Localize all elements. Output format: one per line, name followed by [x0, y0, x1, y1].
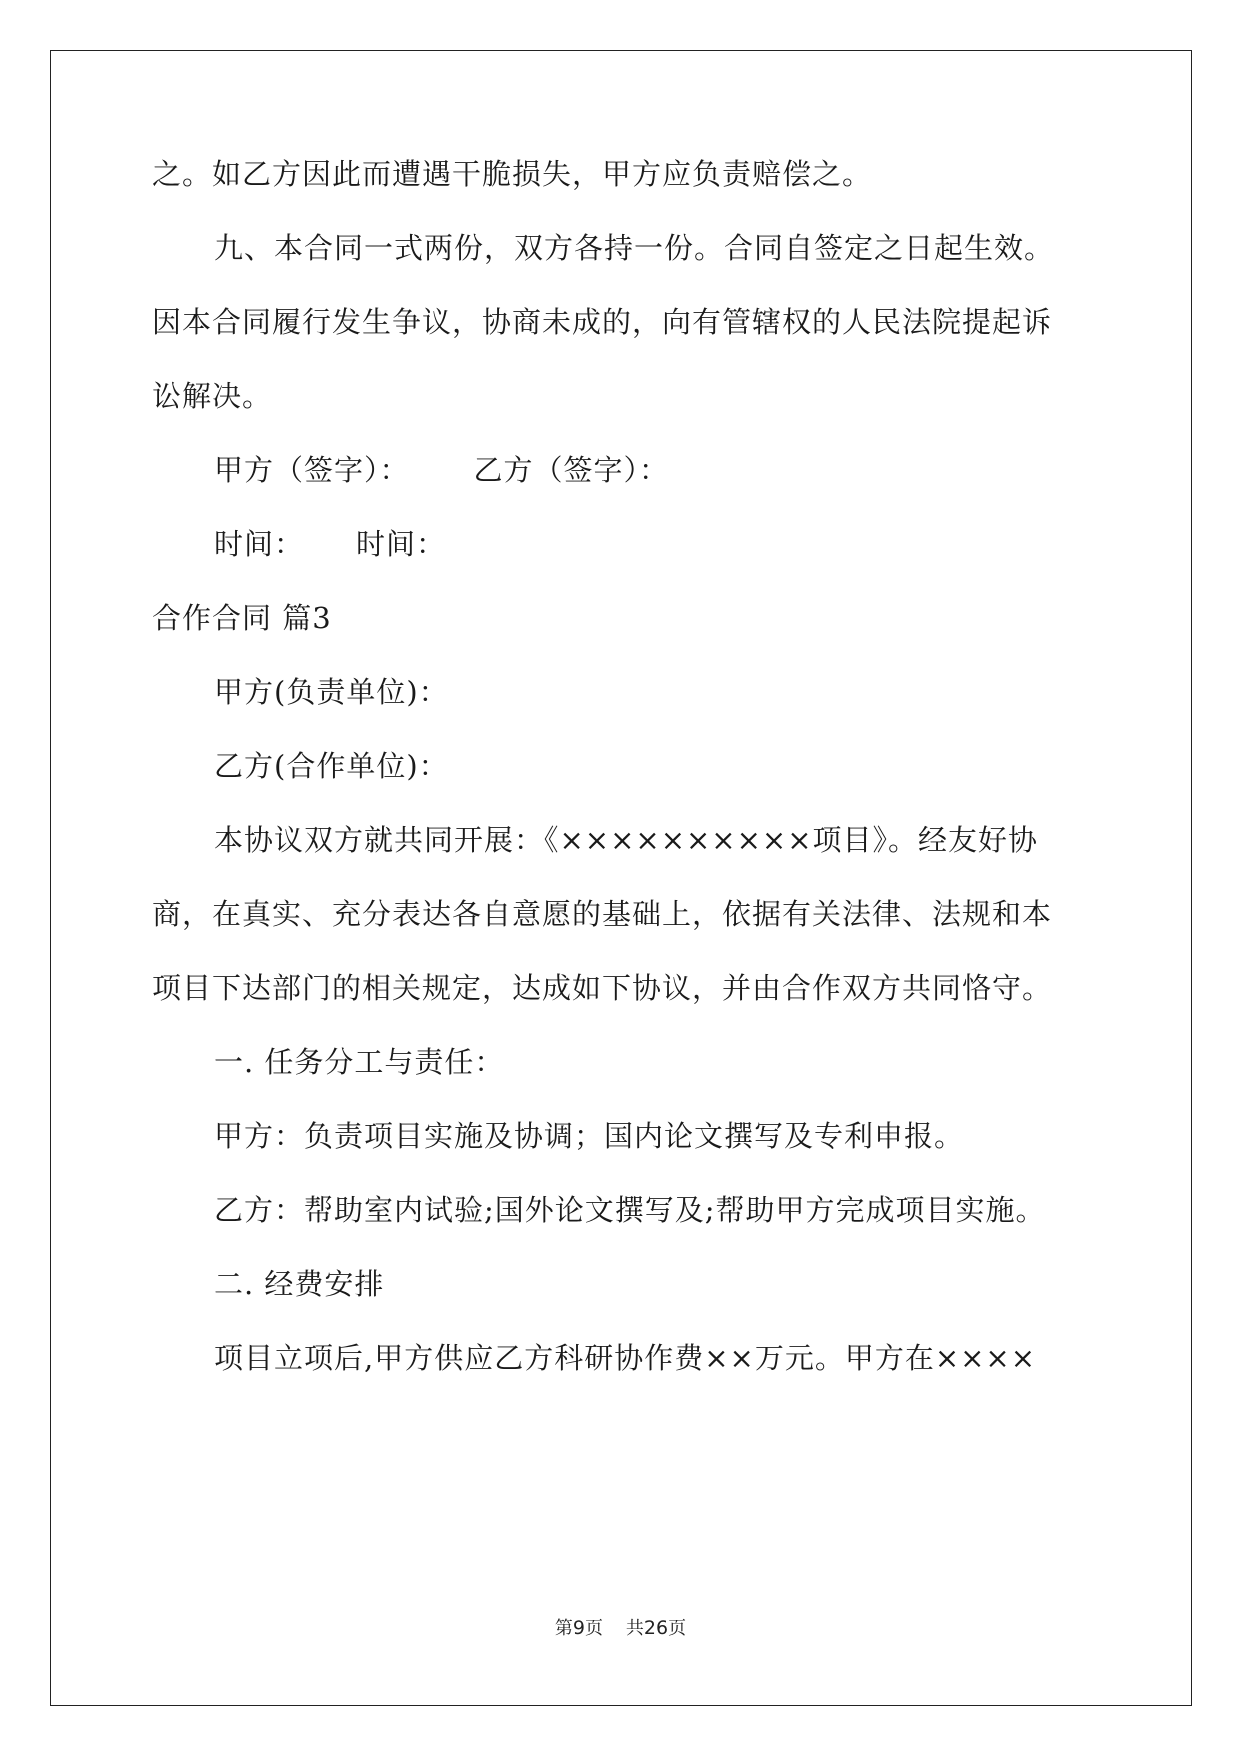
party-a-time-label: 时间： [214, 527, 305, 561]
paragraph-line: 之。如乙方因此而遭遇干脆损失，甲方应负责赔偿之。 [152, 157, 873, 191]
page-suffix: 页 [585, 1618, 603, 1639]
paragraph-line: 甲方：负责项目实施及协调；国内论文撰写及专利申报。 [214, 1119, 965, 1153]
page-border [50, 50, 1192, 1706]
paragraph-line: 本协议双方就共同开展：《××××××××××项目》。经友好协 [214, 823, 1038, 857]
party-b-time-label: 时间： [356, 527, 447, 561]
page-number: 9 [572, 1617, 585, 1639]
total-prefix: 共 [625, 1618, 644, 1639]
time-line [214, 524, 446, 564]
paragraph-line: 项目立项后,甲方供应乙方科研协作费××万元。甲方在×××× [214, 1341, 1037, 1375]
page-prefix: 第 [554, 1618, 573, 1639]
party-a-signature-label: 甲方（签字）： [214, 453, 410, 487]
party-b-signature-label: 乙方（签字）： [473, 453, 670, 487]
paragraph-line: 乙方：帮助室内试验;国外论文撰写及;帮助甲方完成项目实施。 [214, 1193, 1046, 1227]
paragraph-line: 二. 经费安排 [214, 1267, 385, 1301]
paragraph-line: 一. 任务分工与责任： [214, 1045, 505, 1079]
paragraph-line: 九、本合同一式两份，双方各持一份。合同自签定之日起生效。 [214, 231, 1055, 265]
paragraph-line: 因本合同履行发生争议，协商未成的，向有管辖权的人民法院提起诉 [152, 305, 1053, 339]
paragraph-line: 商，在真实、充分表达各自意愿的基础上，依据有关法律、法规和本 [152, 897, 1053, 931]
page-footer [0, 1616, 1241, 1641]
paragraph-line: 乙方(合作单位)： [214, 749, 449, 783]
section-heading: 合作合同 篇3 [152, 601, 332, 635]
total-pages: 26 [643, 1617, 669, 1639]
total-suffix: 页 [668, 1618, 687, 1639]
paragraph-line: 项目下达部门的相关规定，达成如下协议，并由合作双方共同恪守。 [152, 971, 1053, 1005]
signature-line [214, 450, 669, 490]
paragraph-line: 讼解决。 [152, 379, 273, 413]
paragraph-line: 甲方(负责单位)： [214, 675, 449, 709]
